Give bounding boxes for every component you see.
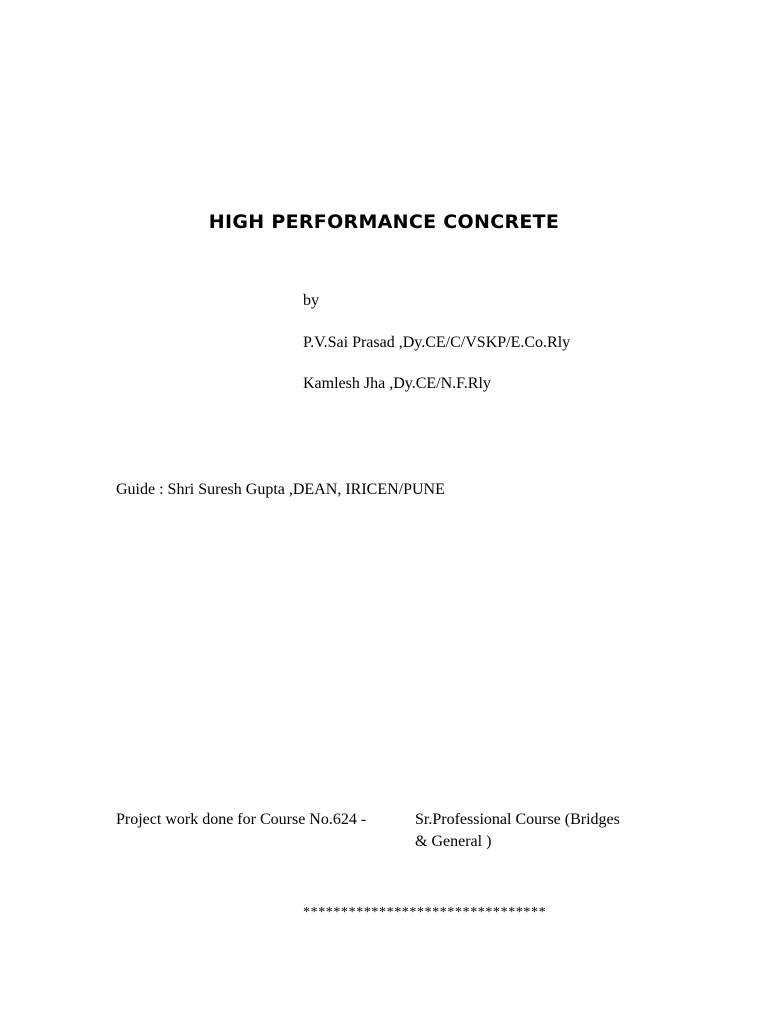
separator-stars: ********************************: [303, 905, 547, 920]
author-1: P.V.Sai Prasad ,Dy.CE/C/VSKP/E.Co.Rly: [303, 334, 571, 351]
course-name-line-2: & General ): [415, 833, 492, 850]
course-name-line-1: Sr.Professional Course (Bridges: [415, 811, 620, 828]
guide-line: Guide : Shri Suresh Gupta ,DEAN, IRICEN/PUNE: [116, 481, 445, 498]
author-2: Kamlesh Jha ,Dy.CE/N.F.Rly: [303, 375, 491, 392]
project-prefix: Project work done for Course No.624 -: [116, 811, 367, 828]
document-title: HIGH PERFORMANCE CONCRETE: [208, 211, 560, 233]
by-label: by: [303, 292, 319, 309]
